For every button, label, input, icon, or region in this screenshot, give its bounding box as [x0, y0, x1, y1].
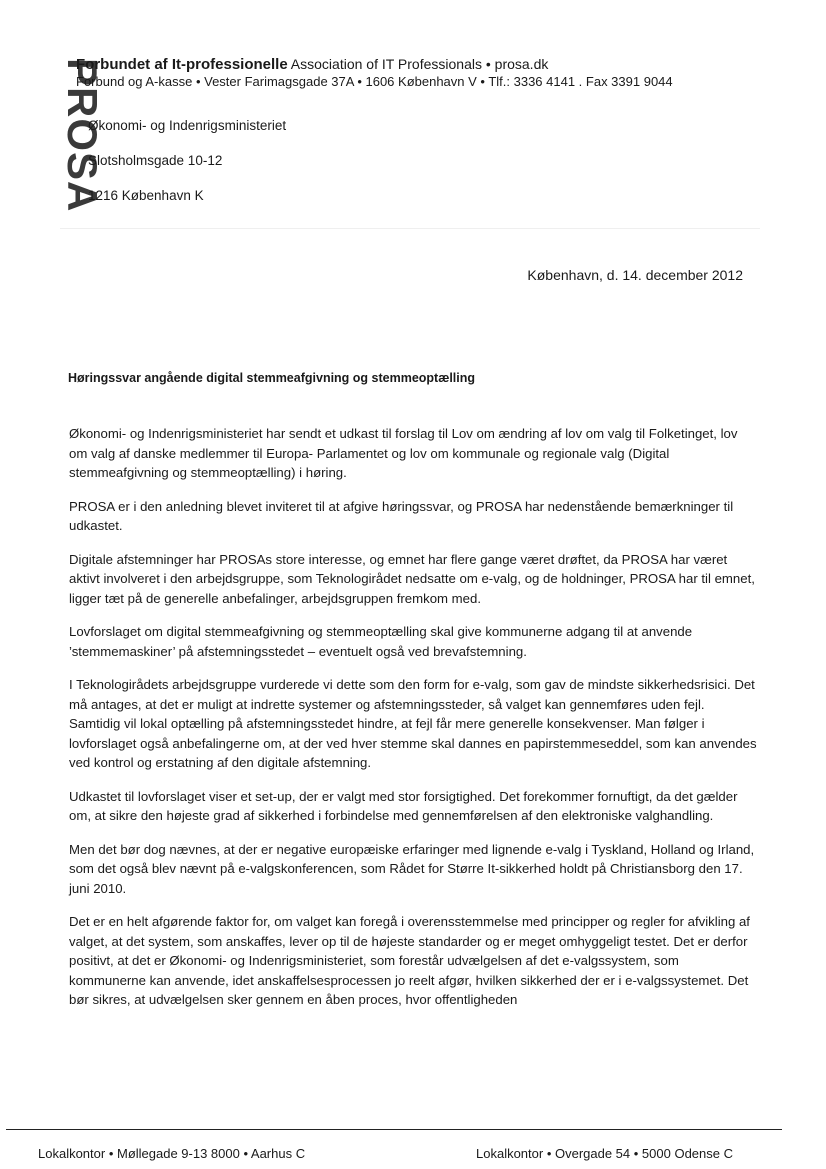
body-paragraph: Udkastet til lovforslaget viser et set-up, der er valgt med stor forsigtighed. Det forekommer fornuftigt, da det gælder om, at sikre den højeste grad af sikkerhed i forbindelse med gennemførelsen af den elektroniske valghandling.: [69, 788, 738, 823]
body-paragraph: I Teknologirådets arbejdsgruppe vurderede vi dette som den form for e-valg, som gav de mindste sikkerhedsrisici. Det må antages, at det er muligt at indrette systemer og afstemningssteder, så valget kan gennemføres uden fejl. Samtidig vil lokal optælling på afstemningsstedet hindre, at fejl får mere generelle konsekvenser. Man følger i lovforslaget også anbefalingerne om, at der ved hver stemme skal dannes en papirstemmeseddel, som kan anvendes ved kontrol og erstatning af den digitale afstemning.: [69, 677, 757, 770]
prosa-logo-text: PROSA: [59, 58, 106, 213]
body-paragraph: Digitale afstemninger har PROSAs store interesse, og emnet har flere gange været drøftet, da PROSA har været aktivt involveret i den arbejdsgruppe, som Teknologirådet nedsatte om e-valg, og de holdninger, PROSA har til emnet, ligger tæt på de generelle anbefalinger, arbejdsgruppen fremkom med.: [69, 551, 755, 606]
body-paragraph: Lovforslaget om digital stemmeafgivning og stemmeoptælling skal give kommunerne adgang til at anvende ’stemmemaskiner’ på afstemningsstedet – eventuelt også ved brevafstemning.: [69, 624, 693, 659]
header-divider: [60, 228, 760, 229]
body-paragraph: Det er en helt afgørende faktor for, om valget kan foregå i overensstemmelse med principper og regler for afvikling af valget, at det system, som anskaffes, lever op til de højeste standarder og er meget omhyggeligt testet. Det er derfor positivt, at det er Økonomi- og Indenrigsministeriet, som forestår udvælgelsen af det e-valgssystem, som kommunerne kan anvende, idet anskaffelsesprocessen jo reelt afgør, hvilken sikkerhed der er i e-valgssystemet. Det bør sikres, at udvælgelsen sker gennem en åben proces, hvor offentligheden: [69, 914, 750, 1007]
letter-subject: Høringssvar angående digital stemmeafgivning og stemmeoptælling: [68, 371, 476, 385]
letter-date: København, d. 14. december 2012: [527, 267, 743, 283]
prosa-logo-graphic: [28, 56, 106, 213]
org-name: Forbundet af It-professionelle: [76, 56, 288, 73]
body-paragraph: Økonomi- og Indenrigsministeriet har sendt et udkast til forslag til Lov om ændring af lov om valg til Folketinget, lov om valg af danske medlemmer til Europa- Parlamentet og lov om kommunale og regionale valg (Digital stemmeafgivning og stemmeoptælling) i høring.: [69, 426, 738, 480]
body-paragraph: PROSA er i den anledning blevet inviteret til at afgive høringssvar, og PROSA har nedenstående bemærkninger til udkastet.: [69, 498, 734, 533]
org-header-line2: Forbund og A-kasse • Vester Farimagsgade 37A • 1606 København V • Tlf.: 3336 4141 . Fax 3391 9044: [76, 74, 673, 89]
footer-office-aarhus: Lokalkontor • Møllegade 9-13 8000 • Aarhus C: [38, 1146, 306, 1161]
recipient-city: 1216 København K: [88, 188, 204, 203]
recipient-address: [88, 118, 286, 223]
org-tagline: Association of IT Professionals • prosa.dk: [287, 56, 549, 72]
prosa-logo: [28, 56, 106, 213]
footer-office-odense: Lokalkontor • Overgade 54 • 5000 Odense C: [476, 1146, 733, 1161]
recipient-name: Økonomi- og Indenrigsministeriet: [88, 118, 287, 133]
footer-divider: [6, 1129, 782, 1130]
body-paragraph: Men det bør dog nævnes, at der er negative europæiske erfaringer med lignende e-valg i Tyskland, Holland og Irland, som det også blev nævnt på e-valgskonferencen, som Rådet for Større It-sikkerhed holdt på Christiansborg den 17. juni 2010.: [69, 841, 755, 896]
recipient-street: Slotsholmsgade 10-12: [88, 153, 223, 168]
letter-body: [69, 424, 759, 1024]
org-header-line1: [76, 56, 548, 73]
